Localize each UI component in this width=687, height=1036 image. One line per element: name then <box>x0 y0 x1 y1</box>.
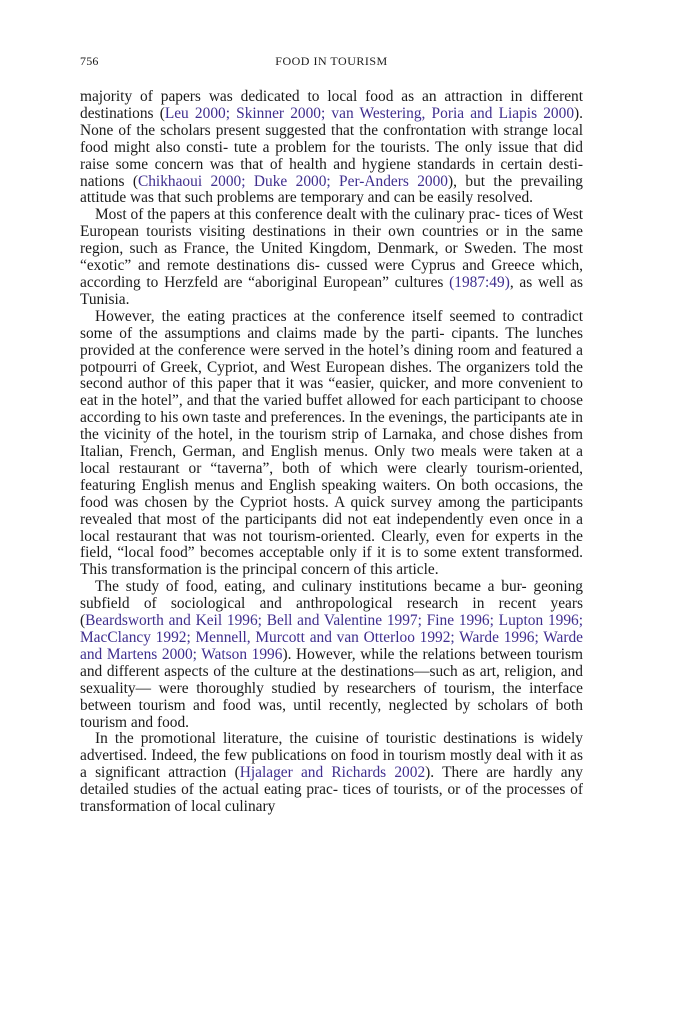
citation-link[interactable]: Hjalager and Richards 2002 <box>239 764 426 782</box>
paragraph <box>80 309 583 580</box>
paragraph-text: In the promotional literature, the cuisine of touristic destinations is widely advertised. Indeed, the few publications on food in tourism mostly deal with it as a significant attraction ( <box>80 730 583 782</box>
paragraph-text: majority of papers was dedicated to local food as an attraction in different destinations ( <box>80 88 583 122</box>
citation-link[interactable]: (1987:49) <box>449 273 510 291</box>
citation-link[interactable]: Chikhaoui 2000; Duke 2000; Per-Anders 2000 <box>137 172 449 190</box>
citation-link[interactable]: Beardsworth and Keil 1996; Bell and Valentine 1997; Fine 1996; Lupton 1996; MacClancy 1992; Mennell, Murcott and van Otterloo 1992; Warde 1996; Warde and Martens 2000; Watson 1996 <box>80 612 583 663</box>
paragraph-text: However, the eating practices at the conference itself seemed to contradict some of the assumptions and claims made by the parti- cipants. The lunches provided at the conference were served in the hotel’s dining room and featured a potpourri of Greek, Cypriot, and West European dishes. The organizers told the second author of this paper that it was “easier, quicker, and more convenient to eat in the hotel”, and that the varied buffet allowed for each participant to choose according to his own taste and preferences. In the evenings, the participants ate in the vicinity of the hotel, in the tourism strip of Larnaka, and chose dishes from Italian, French, German, and English menus. Only two meals were taken at a local restaurant or “taverna”, both of which were clearly tourism-oriented, featuring English menus and English speaking waiters. On both occasions, the food was chosen by the Cypriot hosts. A quick survey among the participants revealed that most of the participants did not eat independently even once in a local restaurant that was not tourism-oriented. Clearly, even for experts in the field, “local food” becomes acceptable only if it is to some extent transformed. This transformation is the principal concern of this article. <box>80 307 584 579</box>
paragraph-text: ). However, while the relations between tourism and different aspects of the culture at the destinations—such as art, religion, and sexuality— were thoroughly studied by researchers of tourism, the interface between tourism and food was, until recently, neglected by scholars of both tourism and food. <box>80 645 583 731</box>
paragraph-text: Most of the papers at this conference dealt with the culinary prac- tices of West European tourists visiting destinations in their own countries or in the same region, such as France, the United Kingdom, Denmark, or Sweden. The most “exotic” and remote destinations dis- cussed were Cyprus and Greece which, according to Herzfeld are “aboriginal European” cultures <box>80 206 583 291</box>
page-number: 756 <box>80 54 99 68</box>
article-body <box>80 89 583 816</box>
paragraph <box>80 579 583 731</box>
paragraph <box>80 207 583 308</box>
paragraph-text: ). There are hardly any detailed studies of the actual eating prac- tices of tourists, or of the processes of transformation of local culinary <box>80 764 583 816</box>
paragraph-text: , as well as Tunisia. <box>80 273 584 308</box>
citation-link[interactable]: Leu 2000; Skinner 2000; van Westering, Poria and Liapis 2000 <box>164 104 575 122</box>
paragraph <box>80 731 583 816</box>
running-title: FOOD IN TOURISM <box>275 54 388 68</box>
page-header <box>80 54 583 70</box>
paragraph <box>80 89 583 207</box>
paragraph-text: The study of food, eating, and culinary institutions became a bur- geoning subfield of sociological and anthropological research in recent years ( <box>80 578 583 630</box>
paragraph-text: ). None of the scholars present suggested that the confrontation with strange local food might also consti- tute a problem for the tourists. The only issue that did raise some concern was that of health and hygiene standards in certain desti- nations ( <box>80 104 584 190</box>
paragraph-text: ), but the prevailing attitude was that such problems are temporary and can be easily resolved. <box>80 172 583 207</box>
